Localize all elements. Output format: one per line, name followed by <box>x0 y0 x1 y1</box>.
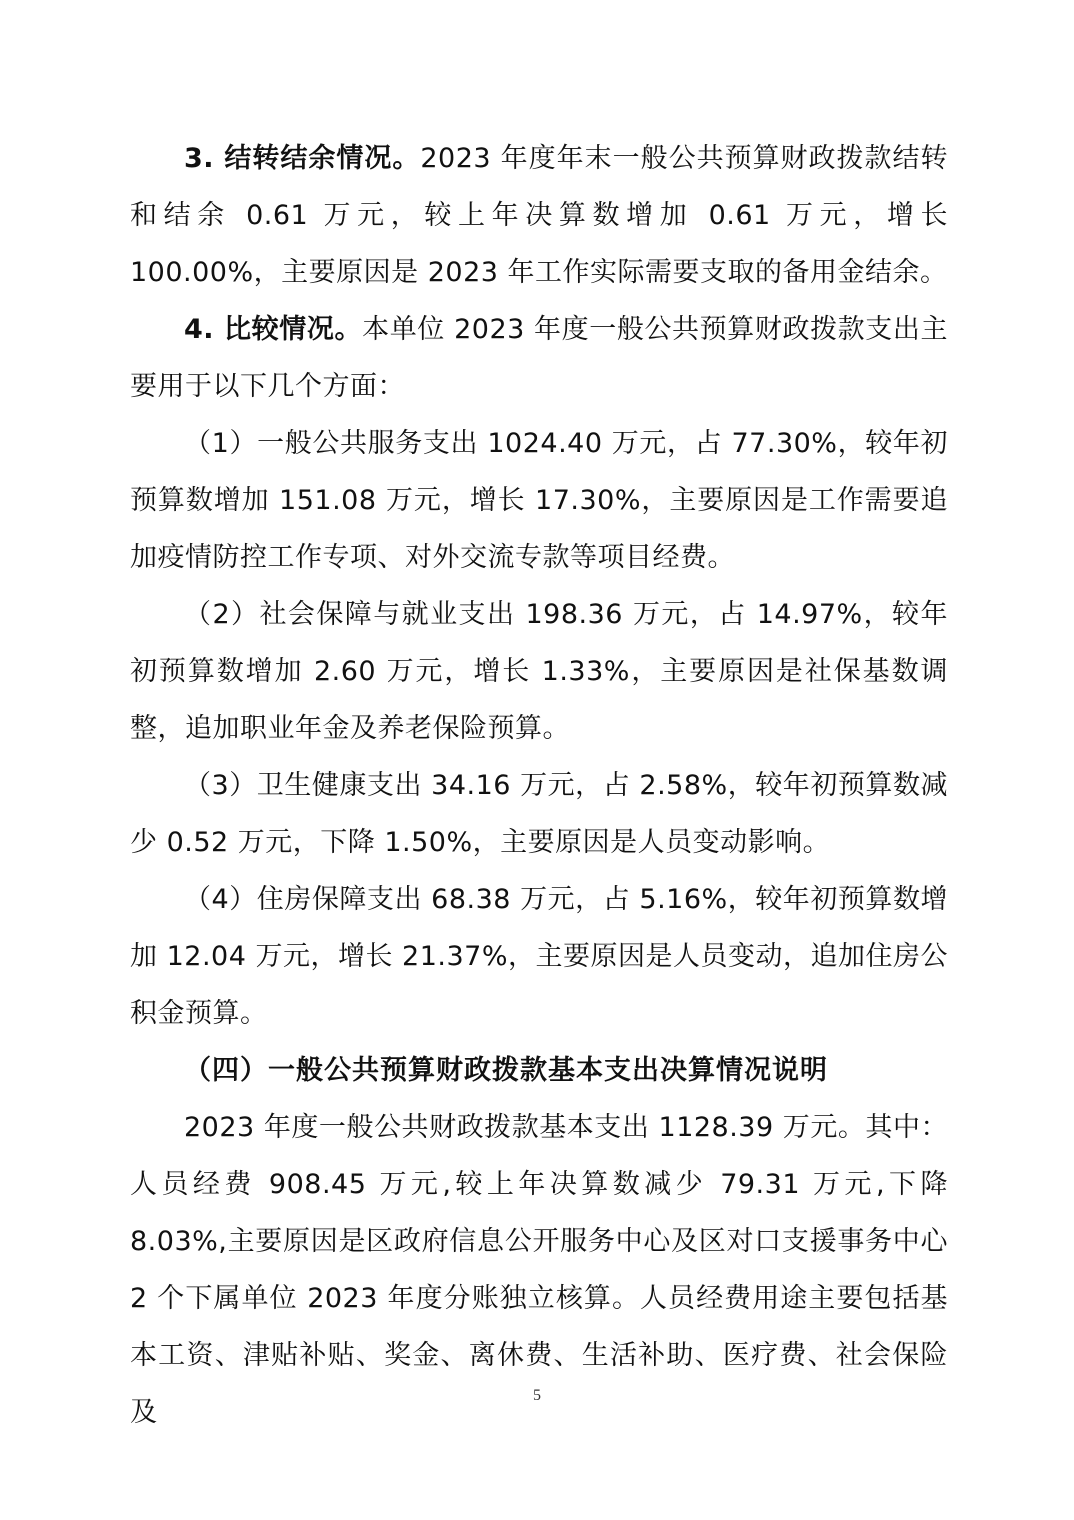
list-item: （3）卫生健康支出 34.16 万元，占 2.58%，较年初预算数减少 0.52 万元，下降 1.50%，主要原因是人员变动影响。 <box>130 770 948 858</box>
paragraph-lead: 4. 比较情况。 <box>184 314 363 345</box>
list-item: （1）一般公共服务支出 1024.40 万元，占 77.30%，较年初预算数增加 151.08 万元，增长 17.30%，主要原因是工作需要追加疫情防控工作专项、对外交流专款等项目经费。 <box>130 428 948 573</box>
list-item: （4）住房保障支出 68.38 万元，占 5.16%，较年初预算数增加 12.04 万元，增长 21.37%，主要原因是人员变动，追加住房公积金预算。 <box>130 884 948 1029</box>
paragraph-text: 本单位 2023 年度一般公共预算财政拨款支出主要用于以下几个方面： <box>130 314 948 402</box>
page-number: 5 <box>533 1387 541 1404</box>
paragraph-text: 2023 年度年末一般公共预算财政拨款结转和结余 0.61 万元，较上年决算数增加 0.61 万元，增长 100.00%，主要原因是 2023 年工作实际需要支取的备用金结余。 <box>130 143 949 288</box>
document-page <box>130 130 948 1441</box>
section-heading: （四）一般公共预算财政拨款基本支出决算情况说明 <box>184 1055 828 1086</box>
paragraph-lead: 3. 结转结余情况。 <box>184 143 421 174</box>
paragraph-carryover <box>130 130 948 301</box>
paragraph-basic-expenditure: 2023 年度一般公共财政拨款基本支出 1128.39 万元。其中：人员经费 908.45 万元,较上年决算数减少 79.31 万元,下降 8.03%,主要原因是区政府信息公开服务中心及区对口支援事务中心 2 个下属单位 2023 年度分账独立核算。人员经费用途主要包括基本工资、津贴补贴、奖金、离休费、生活补助、医疗费、社会保险及 <box>130 1112 948 1428</box>
paragraph-comparison <box>130 301 948 415</box>
list-item: （2）社会保障与就业支出 198.36 万元，占 14.97%，较年初预算数增加 2.60 万元，增长 1.33%，主要原因是社保基数调整，追加职业年金及养老保险预算。 <box>130 599 948 744</box>
